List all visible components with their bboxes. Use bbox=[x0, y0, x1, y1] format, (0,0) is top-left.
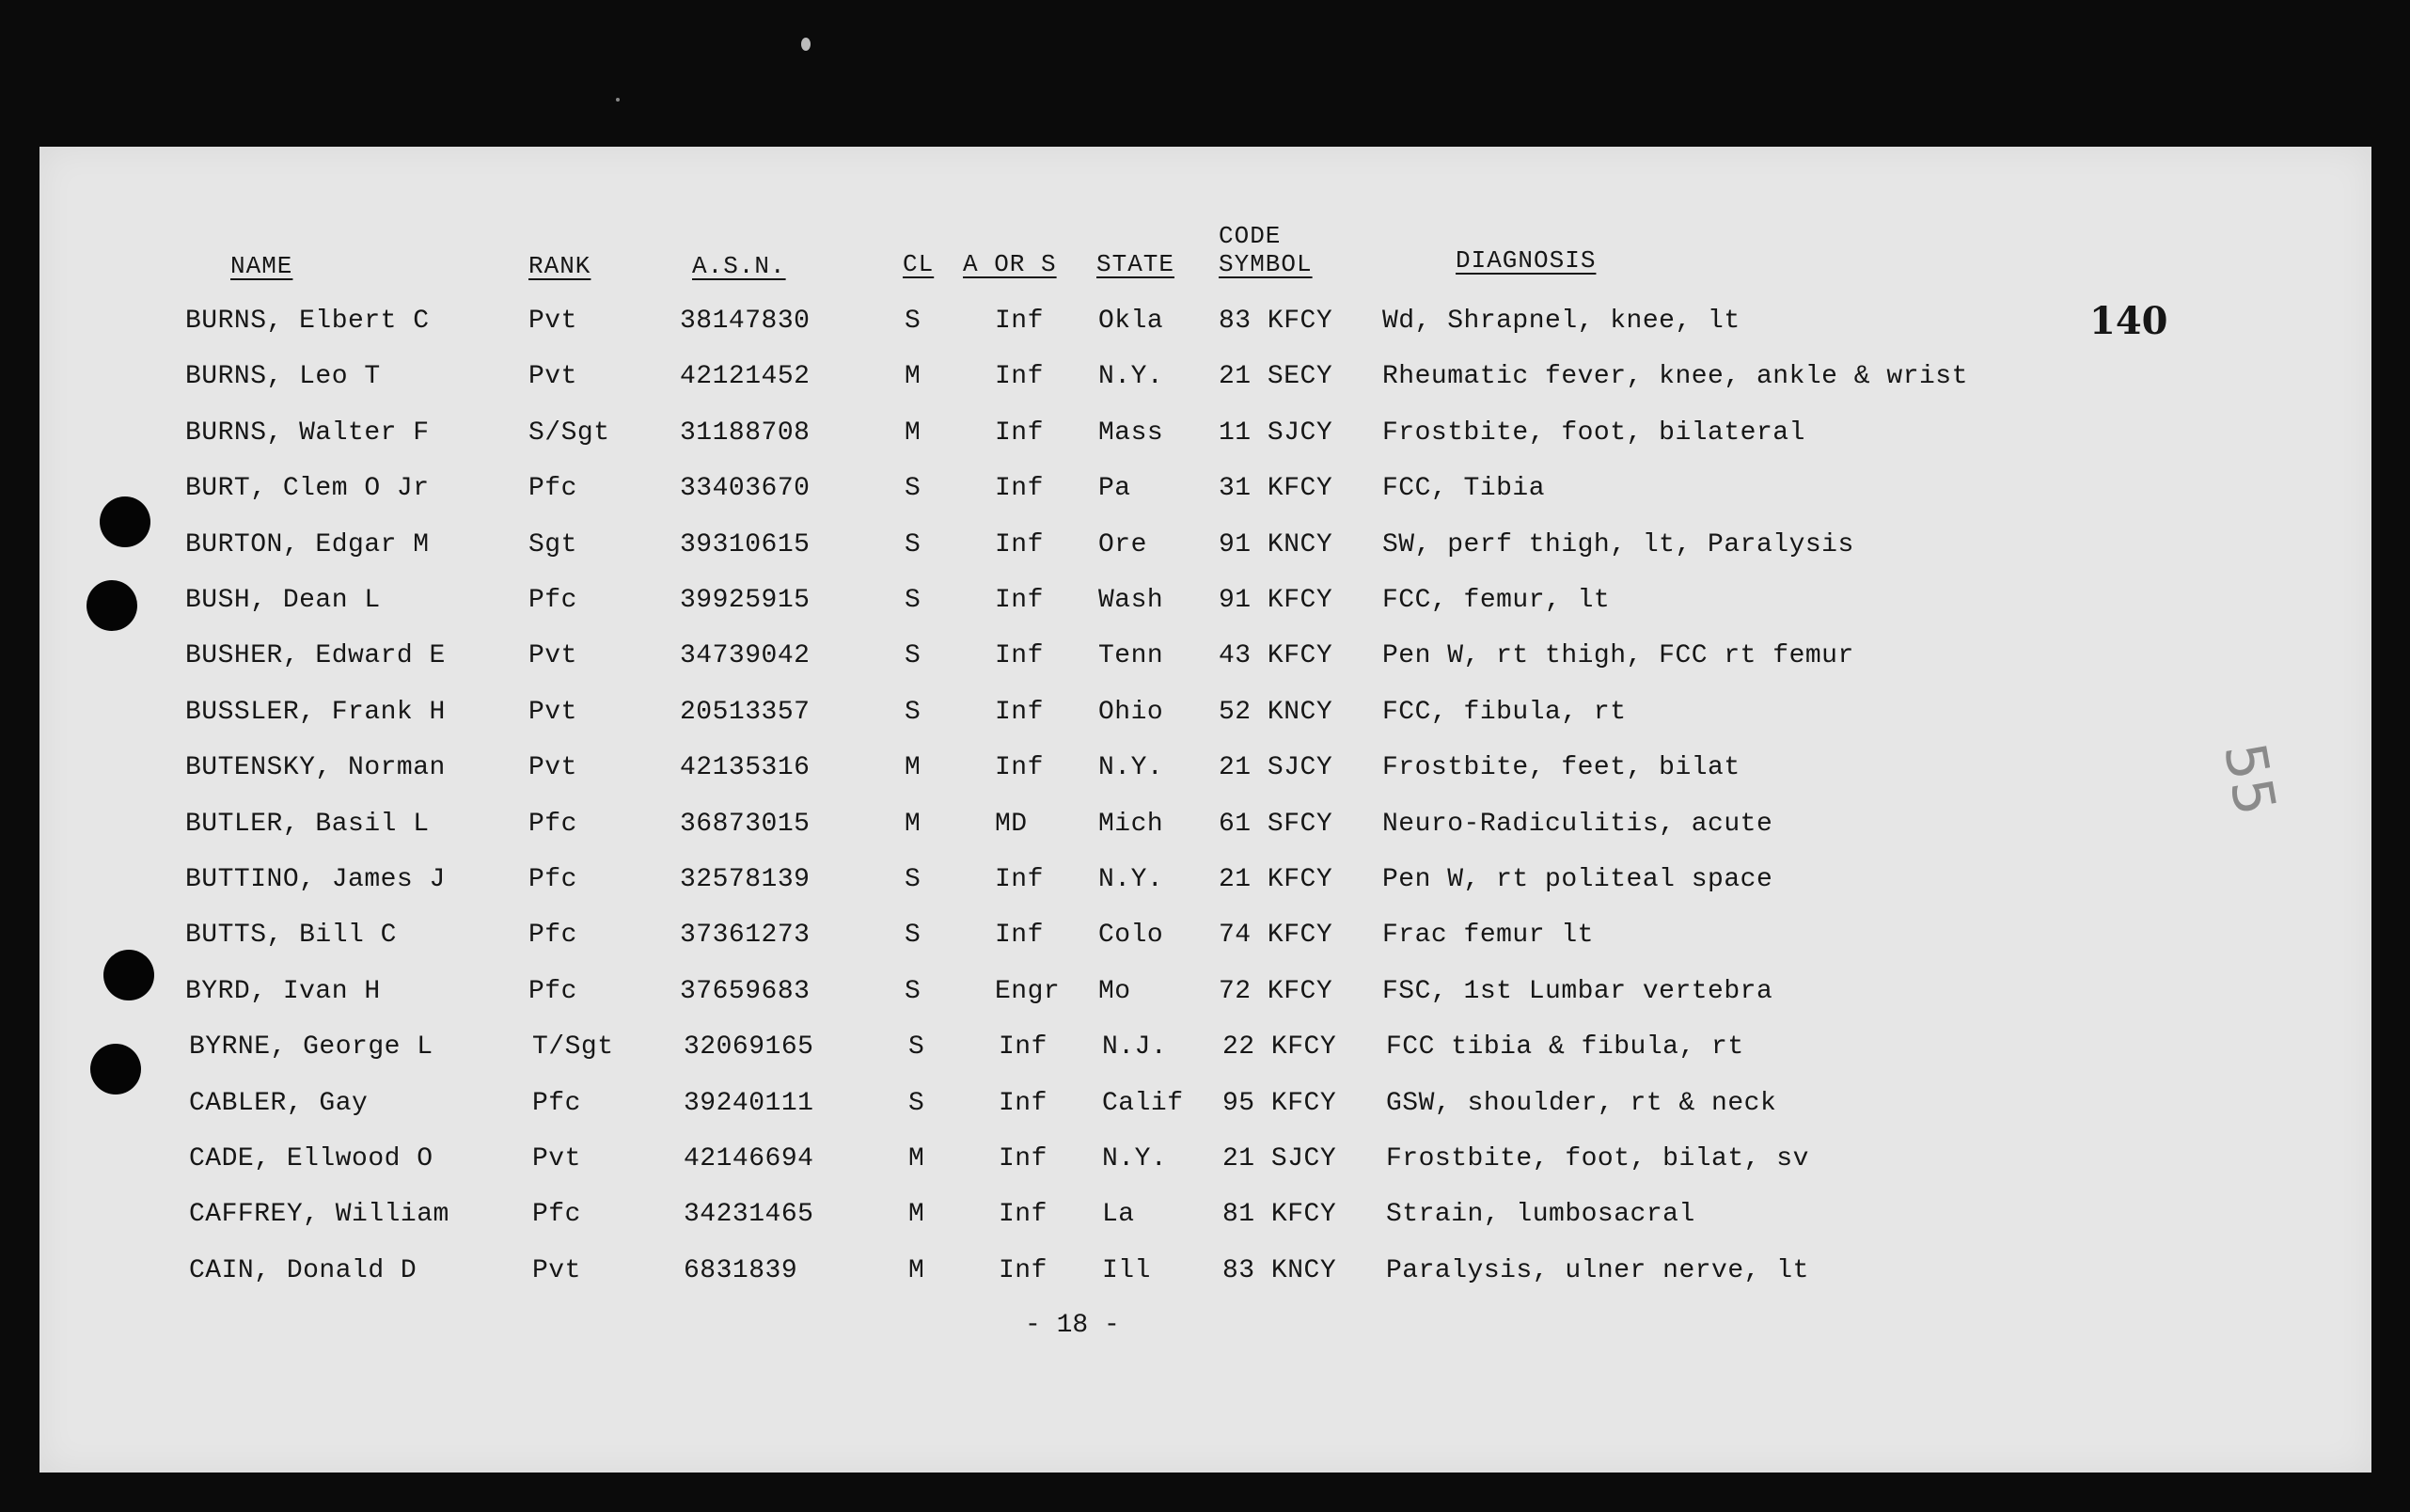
cell-asn: 37361273 bbox=[680, 921, 811, 950]
cell-diagnosis: SW, perf thigh, lt, Paralysis bbox=[1382, 530, 1854, 559]
cell-asn: 33403670 bbox=[680, 474, 811, 503]
cell-a-or-s: Inf bbox=[999, 1200, 1047, 1229]
cell-diagnosis: FCC, fibula, rt bbox=[1382, 698, 1627, 727]
cell-state: N.Y. bbox=[1098, 753, 1164, 782]
cell-state: Colo bbox=[1098, 921, 1164, 950]
header-symbol: SYMBOL bbox=[1219, 250, 1313, 278]
cell-cl: S bbox=[905, 530, 921, 559]
cell-a-or-s: Inf bbox=[999, 1144, 1047, 1173]
cell-code-symbol: 52 KNCY bbox=[1219, 698, 1333, 727]
cell-code-symbol: 21 SECY bbox=[1219, 362, 1333, 391]
cell-state: N.Y. bbox=[1098, 362, 1164, 391]
cell-a-or-s: Inf bbox=[999, 1032, 1047, 1062]
cell-code-symbol: 91 KFCY bbox=[1219, 586, 1333, 615]
cell-state: La bbox=[1102, 1200, 1135, 1229]
cell-cl: S bbox=[905, 307, 921, 336]
cell-rank: Pfc bbox=[528, 921, 577, 950]
cell-a-or-s: Inf bbox=[995, 921, 1044, 950]
header-asn: A.S.N. bbox=[692, 252, 786, 280]
cell-rank: Pfc bbox=[532, 1089, 581, 1118]
cell-asn: 6831839 bbox=[684, 1256, 798, 1285]
cell-code-symbol: 21 KFCY bbox=[1219, 865, 1333, 894]
cell-asn: 38147830 bbox=[680, 307, 811, 336]
cell-code-symbol: 95 KFCY bbox=[1222, 1089, 1337, 1118]
cell-asn: 42146694 bbox=[684, 1144, 814, 1173]
cell-name: BUTLER, Basil L bbox=[185, 810, 430, 839]
cell-rank: Pvt bbox=[528, 362, 577, 391]
cell-code-symbol: 81 KFCY bbox=[1222, 1200, 1337, 1229]
cell-rank: Pfc bbox=[528, 865, 577, 894]
cell-name: BUTTS, Bill C bbox=[185, 921, 397, 950]
cell-name: CAFFREY, William bbox=[189, 1200, 449, 1229]
cell-name: CADE, Ellwood O bbox=[189, 1144, 433, 1173]
cell-diagnosis: Pen W, rt thigh, FCC rt femur bbox=[1382, 641, 1854, 670]
cell-name: CABLER, Gay bbox=[189, 1089, 369, 1118]
cell-rank: S/Sgt bbox=[528, 418, 610, 448]
header-diagnosis: DIAGNOSIS bbox=[1456, 246, 1597, 275]
cell-name: BUSHER, Edward E bbox=[185, 641, 446, 670]
cell-cl: S bbox=[905, 641, 921, 670]
cell-asn: 39240111 bbox=[684, 1089, 814, 1118]
cell-cl: S bbox=[905, 921, 921, 950]
cell-diagnosis: Paralysis, ulner nerve, lt bbox=[1386, 1256, 1809, 1285]
cell-name: BUTTINO, James J bbox=[185, 865, 446, 894]
cell-rank: Pvt bbox=[532, 1256, 581, 1285]
cell-diagnosis: Pen W, rt politeal space bbox=[1382, 865, 1773, 894]
header-cl: CL bbox=[903, 250, 935, 278]
page-footer: - 18 - bbox=[1025, 1311, 1120, 1340]
cell-state: N.Y. bbox=[1102, 1144, 1168, 1173]
cell-state: Ill bbox=[1102, 1256, 1151, 1285]
cell-cl: S bbox=[905, 865, 921, 894]
cell-diagnosis: Neuro-Radiculitis, acute bbox=[1382, 810, 1773, 839]
cell-state: Wash bbox=[1098, 586, 1164, 615]
cell-name: BYRD, Ivan H bbox=[185, 977, 381, 1006]
cell-a-or-s: Inf bbox=[995, 865, 1044, 894]
cell-rank: Pfc bbox=[528, 474, 577, 503]
cell-diagnosis: Frac femur lt bbox=[1382, 921, 1594, 950]
cell-diagnosis: Frostbite, feet, bilat bbox=[1382, 753, 1741, 782]
cell-diagnosis: GSW, shoulder, rt & neck bbox=[1386, 1089, 1777, 1118]
cell-state: N.J. bbox=[1102, 1032, 1168, 1062]
punch-hole bbox=[87, 580, 137, 631]
cell-diagnosis: Rheumatic fever, knee, ankle & wrist bbox=[1382, 362, 1968, 391]
cell-name: BUSSLER, Frank H bbox=[185, 698, 446, 727]
cell-a-or-s: Inf bbox=[995, 307, 1044, 336]
cell-cl: M bbox=[908, 1256, 925, 1285]
dust-speck bbox=[616, 98, 620, 102]
cell-a-or-s: Inf bbox=[995, 586, 1044, 615]
cell-name: BURNS, Elbert C bbox=[185, 307, 430, 336]
dust-speck bbox=[801, 38, 811, 51]
cell-name: BUTENSKY, Norman bbox=[185, 753, 446, 782]
cell-name: CAIN, Donald D bbox=[189, 1256, 417, 1285]
cell-a-or-s: MD bbox=[995, 810, 1028, 839]
cell-a-or-s: Inf bbox=[995, 753, 1044, 782]
cell-state: Pa bbox=[1098, 474, 1131, 503]
cell-cl: M bbox=[905, 753, 921, 782]
cell-code-symbol: 21 SJCY bbox=[1222, 1144, 1337, 1173]
cell-diagnosis: FCC tibia & fibula, rt bbox=[1386, 1032, 1744, 1062]
cell-code-symbol: 11 SJCY bbox=[1219, 418, 1333, 448]
cell-code-symbol: 61 SFCY bbox=[1219, 810, 1333, 839]
cell-rank: Pfc bbox=[528, 810, 577, 839]
cell-state: Tenn bbox=[1098, 641, 1164, 670]
header-a-or-s: A OR S bbox=[963, 250, 1057, 278]
cell-name: BURT, Clem O Jr bbox=[185, 474, 430, 503]
cell-diagnosis: FSC, 1st Lumbar vertebra bbox=[1382, 977, 1773, 1006]
cell-code-symbol: 91 KNCY bbox=[1219, 530, 1333, 559]
cell-asn: 36873015 bbox=[680, 810, 811, 839]
page-number: 140 bbox=[2089, 299, 2168, 343]
cell-name: BURNS, Leo T bbox=[185, 362, 381, 391]
cell-state: Ore bbox=[1098, 530, 1147, 559]
cell-rank: Pfc bbox=[532, 1200, 581, 1229]
cell-rank: Pfc bbox=[528, 586, 577, 615]
cell-asn: 34231465 bbox=[684, 1200, 814, 1229]
cell-a-or-s: Inf bbox=[999, 1089, 1047, 1118]
cell-name: BYRNE, George L bbox=[189, 1032, 433, 1062]
punch-hole bbox=[100, 496, 150, 547]
cell-asn: 31188708 bbox=[680, 418, 811, 448]
cell-cl: S bbox=[908, 1089, 925, 1118]
cell-asn: 39925915 bbox=[680, 586, 811, 615]
cell-cl: S bbox=[905, 474, 921, 503]
cell-diagnosis: Frostbite, foot, bilateral bbox=[1382, 418, 1805, 448]
cell-a-or-s: Inf bbox=[995, 641, 1044, 670]
cell-rank: Pvt bbox=[528, 307, 577, 336]
cell-asn: 39310615 bbox=[680, 530, 811, 559]
cell-state: Mich bbox=[1098, 810, 1164, 839]
cell-cl: M bbox=[905, 418, 921, 448]
cell-diagnosis: Strain, lumbosacral bbox=[1386, 1200, 1695, 1229]
header-rank: RANK bbox=[528, 252, 591, 280]
cell-state: Okla bbox=[1098, 307, 1164, 336]
cell-code-symbol: 83 KFCY bbox=[1219, 307, 1333, 336]
cell-code-symbol: 22 KFCY bbox=[1222, 1032, 1337, 1062]
cell-name: BUSH, Dean L bbox=[185, 586, 381, 615]
cell-state: Mo bbox=[1098, 977, 1131, 1006]
cell-rank: Pvt bbox=[528, 698, 577, 727]
cell-a-or-s: Inf bbox=[995, 474, 1044, 503]
cell-cl: M bbox=[905, 810, 921, 839]
cell-a-or-s: Inf bbox=[999, 1256, 1047, 1285]
cell-state: Ohio bbox=[1098, 698, 1164, 727]
cell-diagnosis: FCC, Tibia bbox=[1382, 474, 1546, 503]
cell-cl: M bbox=[908, 1144, 925, 1173]
cell-name: BURTON, Edgar M bbox=[185, 530, 430, 559]
cell-diagnosis: Frostbite, foot, bilat, sv bbox=[1386, 1144, 1809, 1173]
cell-asn: 37659683 bbox=[680, 977, 811, 1006]
cell-asn: 42135316 bbox=[680, 753, 811, 782]
cell-code-symbol: 43 KFCY bbox=[1219, 641, 1333, 670]
punch-hole bbox=[90, 1044, 141, 1095]
header-code: CODE bbox=[1219, 222, 1282, 250]
cell-state: N.Y. bbox=[1098, 865, 1164, 894]
cell-cl: S bbox=[905, 977, 921, 1006]
cell-cl: S bbox=[908, 1032, 925, 1062]
cell-rank: Pvt bbox=[528, 753, 577, 782]
cell-state: Calif bbox=[1102, 1089, 1184, 1118]
cell-asn: 34739042 bbox=[680, 641, 811, 670]
cell-name: BURNS, Walter F bbox=[185, 418, 430, 448]
cell-cl: M bbox=[908, 1200, 925, 1229]
cell-asn: 32578139 bbox=[680, 865, 811, 894]
cell-a-or-s: Inf bbox=[995, 362, 1044, 391]
cell-cl: S bbox=[905, 698, 921, 727]
cell-rank: Pvt bbox=[528, 641, 577, 670]
header-state: STATE bbox=[1096, 250, 1175, 278]
cell-code-symbol: 31 KFCY bbox=[1219, 474, 1333, 503]
header-name: NAME bbox=[230, 252, 293, 280]
cell-asn: 42121452 bbox=[680, 362, 811, 391]
punch-hole bbox=[103, 950, 154, 1000]
cell-code-symbol: 74 KFCY bbox=[1219, 921, 1333, 950]
cell-code-symbol: 21 SJCY bbox=[1219, 753, 1333, 782]
cell-state: Mass bbox=[1098, 418, 1164, 448]
cell-diagnosis: FCC, femur, lt bbox=[1382, 586, 1611, 615]
cell-a-or-s: Inf bbox=[995, 698, 1044, 727]
cell-code-symbol: 83 KNCY bbox=[1222, 1256, 1337, 1285]
cell-cl: S bbox=[905, 586, 921, 615]
cell-code-symbol: 72 KFCY bbox=[1219, 977, 1333, 1006]
cell-cl: M bbox=[905, 362, 921, 391]
cell-a-or-s: Inf bbox=[995, 530, 1044, 559]
cell-asn: 20513357 bbox=[680, 698, 811, 727]
cell-rank: Sgt bbox=[528, 530, 577, 559]
cell-rank: Pfc bbox=[528, 977, 577, 1006]
cell-rank: Pvt bbox=[532, 1144, 581, 1173]
cell-diagnosis: Wd, Shrapnel, knee, lt bbox=[1382, 307, 1741, 336]
margin-handwriting: 55 bbox=[2211, 738, 2289, 821]
cell-a-or-s: Engr bbox=[995, 977, 1061, 1006]
cell-asn: 32069165 bbox=[684, 1032, 814, 1062]
cell-a-or-s: Inf bbox=[995, 418, 1044, 448]
cell-rank: T/Sgt bbox=[532, 1032, 614, 1062]
